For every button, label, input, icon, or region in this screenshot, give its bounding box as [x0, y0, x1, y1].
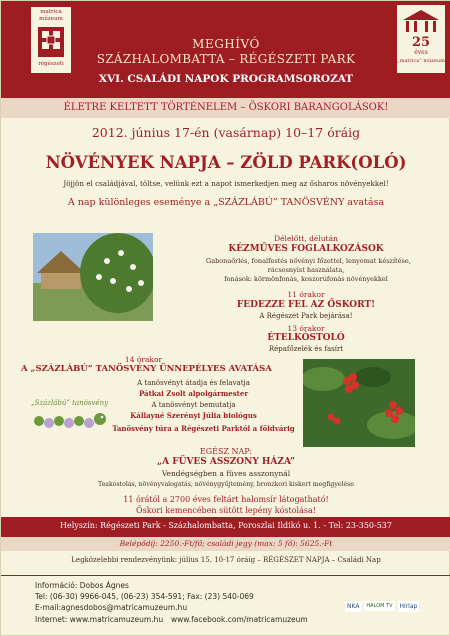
footer-phone: Tel: (06-30) 9966-045, (06-23) 354-591; Fax: (23) 540-069: [35, 592, 254, 601]
morning-title: KÉZMŰVES FOGLALKOZÁSOK: [228, 244, 384, 254]
event-special: A nap különleges eseménye a „SZÁZLÁBÚ” TANÖSVÉNY avatása: [67, 197, 385, 208]
park-photo: [33, 233, 153, 321]
time-11: 11 órakor: [287, 290, 325, 299]
footer-web[interactable]: Internet: www.matricamuzeum.hu: [35, 615, 164, 624]
sponsor-logos: [345, 597, 425, 615]
time-11-title: FEDEZZE FEL AZ ŐSKORT!: [236, 300, 376, 310]
footer-divider: [1, 575, 450, 576]
tagline: ÉLETRE KELTETT TÖRTÉNELEM – ÖSKORI BARANGOLÁSOK!: [63, 102, 389, 113]
closing-1: 11 órától a 2700 éves feltárt halomsír látogatható!: [123, 495, 329, 504]
logo-left-top: matrica: [40, 9, 62, 15]
time-13-title: ÉTELKÓSTOLÓ: [267, 333, 345, 343]
sponsor-1: NKA: [347, 602, 360, 610]
header-title-1: MEGHÍVÓ: [192, 37, 260, 51]
time-14-title: A „SZÁZLÁBÚ” TANÖSVÉNY ÜNNEPÉLYES AVATÁSA: [21, 364, 272, 374]
footer-facebook[interactable]: www.facebook.com/matricamuzeum: [171, 615, 308, 624]
event-intro: Jöjjön el családjával, töltse, velünk ezt a napot ismerkedjen meg az ősharos növényekkel!: [63, 179, 389, 188]
sponsor-2: HALOM TV: [366, 603, 393, 609]
closing-2: Őskori kemencében sütött lepény kóstolása!: [136, 506, 316, 515]
time-11-sub: A Régészet Park bejárása!: [259, 312, 353, 320]
time-14-line-5: Tanösvény túra a Régészeti Parktól a földvárig: [112, 424, 295, 433]
fee: Belépődíj: 2250.-Ft/fő; családi jegy (max: 5 fő): 5625.-Ft: [119, 539, 333, 548]
time-14-line-4: Kállayné Szerényi Júlia biológus: [130, 411, 257, 420]
event-date: 2012. június 17-én (vasárnap) 10–17 óráig: [91, 125, 361, 140]
footer-contact: Információ: Dobos Ágnes: [35, 581, 129, 590]
logo-left-bottom: régészeti: [38, 61, 64, 67]
allday-label: EGÉSZ NAP:: [199, 447, 253, 456]
sponsor-3: Hírlap: [399, 602, 418, 610]
centipede-logo: [31, 399, 111, 443]
logo-right-bottom: „matrica” múzeum: [397, 58, 445, 64]
centipede-logo-text: „Százlábú” tanösvény: [31, 399, 109, 407]
time-13: 13 órakor: [287, 324, 325, 333]
allday-line-1: Teakóstolás, növényvalogatás, növénygyűjtemény, bronzkori kiskert megfigyelése: [98, 481, 354, 488]
morning-line-1: Gabonaőrlés, fonalfestés növényi főzettel, lenyomat készítése,: [206, 257, 411, 265]
morning-time: Délelőtt, délután: [274, 234, 338, 243]
footer-email[interactable]: E-mail:agnesdobos@matricamuzeum.hu: [35, 603, 188, 612]
time-14-line-1: A tanösvényt átadja és felavatja: [137, 379, 250, 387]
header-title-2: SZÁZHALOMBATTA – RÉGÉSZETI PARK: [96, 52, 356, 66]
next-event: Legközelebbi rendezvényünk: július 15. 10-17 óráig – RÉGÉSZET NAPJA – Családi Nap: [71, 556, 381, 564]
logo-right-text: éves: [414, 49, 428, 56]
time-14-line-3: A tanösvényt bemutatja: [151, 401, 236, 409]
allday-sub: Vendégségben a füves asszonynál: [161, 469, 291, 478]
morning-line-2: rácsosnyíst használata,: [267, 266, 345, 274]
header-title-3: XVI. CSALÁDI NAPOK PROGRAMSOROZAT: [98, 73, 354, 85]
centipede-icon: [31, 407, 109, 435]
time-14: 14 órakor: [124, 355, 163, 364]
logo-left-top2: múzeum: [39, 16, 63, 22]
logo-right-number: 25: [411, 35, 431, 50]
event-title: NÖVÉNYEK NAPJA – ZÖLD PARK(OLÓ): [45, 153, 407, 172]
time-13-sub: Répafőzelék és fasírt: [268, 345, 344, 353]
venue: Helyszín: Régészeti Park - Százhalombatta, Poroszlai Ildikó u. 1. - Tel: 23-350-537: [60, 521, 392, 530]
berry-photo: [303, 359, 415, 447]
allday-title: „A FÜVES ASSZONY HÁZA”: [156, 457, 296, 467]
morning-line-3: fonások: körmönfonás, koszorúfonás növényekkel: [224, 275, 388, 283]
time-14-line-2: Pátkai Zsolt alpolgármester: [138, 389, 249, 398]
museum-building-icon: [401, 8, 441, 34]
